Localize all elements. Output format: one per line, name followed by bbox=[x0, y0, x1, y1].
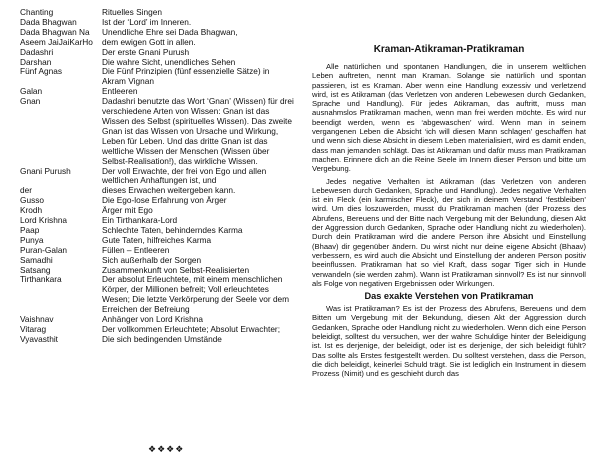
glossary-row bbox=[20, 196, 295, 206]
glossary-definition: Der vollkommen Erleuchtete; Absolut Erwachter; bbox=[102, 324, 280, 334]
glossary-term: Samadhi bbox=[20, 255, 53, 265]
glossary-term: Fünf Agnas bbox=[20, 67, 62, 77]
glossary-term: Dada Bhagwan bbox=[20, 17, 77, 27]
article-paragraph: Alle natürlichen und spontanen Handlungen, die in unserem weltlichen Leben auftreten, nennt man Kraman. Solange sie natürlich und spontan passieren, ist es Kraman. Aber wenn eine Handlung exzessiv und verletzend wird, ist es Atikraman (das Verletzen von anderen Lebewesen durch Gedanken, Sprache und Handlung). Für jedes Atikraman, das auftritt, muss man ausnahmslos Pratikraman machen, wenn man frei werden möchte. Es wird nur beendigt werden, wenn es ‘abgewaschen’ wird. Wenn man in seinem vergangenen Leben die Absicht ‘ich will diesen Mann schlagen’ geschaffen hat und wenn sich diese Absicht in diesem Leben materialisiert, wird es damit enden, dass man jemanden schlägt. Das ist Atikraman und dafür muss man Pratikraman machen. Erinnere dich an die Reine Seele im Innern dieser Person und bitte um Vergebung. bbox=[312, 62, 586, 174]
glossary-definition: Rituelles Singen bbox=[102, 7, 162, 17]
glossary-term: Vyavasthit bbox=[20, 334, 58, 344]
glossary-term: Chanting bbox=[20, 8, 54, 17]
glossary-definition: Ein Tirthankara-Lord bbox=[102, 215, 178, 226]
glossary-term: der bbox=[20, 186, 32, 196]
glossary-term: Darshan bbox=[20, 57, 52, 67]
glossary-definition: Die Ego-lose Erfahrung von Ärger bbox=[102, 195, 227, 206]
glossary-row bbox=[20, 67, 295, 87]
glossary-row bbox=[20, 167, 295, 187]
article-column bbox=[312, 44, 586, 379]
glossary-row bbox=[20, 275, 295, 315]
glossary-definition: Unendliche Ehre sei Dada Bhagwan, bbox=[102, 26, 238, 37]
glossary-term: Puran-Galan bbox=[20, 245, 68, 255]
glossary-row bbox=[20, 97, 295, 166]
glossary-term: Dadashri bbox=[20, 47, 54, 57]
glossary-definition: Gute Taten, hilfreiches Karma bbox=[102, 234, 212, 245]
glossary-term: Gusso bbox=[20, 196, 44, 206]
glossary-term: Gnani Purush bbox=[20, 166, 71, 176]
glossary-term: Vaishnav bbox=[20, 315, 54, 325]
glossary-term: Gnan bbox=[20, 97, 41, 107]
glossary-term: Galan bbox=[20, 87, 43, 97]
glossary-definition: Ärger mit Ego bbox=[102, 205, 153, 216]
article-paragraph: Was ist Pratikraman? Es ist der Prozess des Abrufens, Bereuens und dem Bitten um Vergebung mit der Bekundung, diesen Akt der Aggression durch Gedanken, Sprache oder Handlung nicht zu wiederholen. Wenn dich eine Person beleidigt, solltest du versuchen, wer der wahre Schuldige hinter der Beleidigung ist. Ist es derjenige, der beleidigt, oder ist es derjenige, der sich beleidigt fühlt? Das sollte als Erstes festgestellt werden. Du solltest verstehen, dass die Person, die dich beleidigt, keinerlei Schuld trägt. Sie ist lediglich ein Instrument in diesem Prozess (Nimit) und es geschieht durch das bbox=[312, 304, 586, 379]
glossary-term: Lord Krishna bbox=[20, 216, 68, 226]
glossary-term: Dada Bhagwan Na bbox=[20, 27, 90, 37]
glossary-definition: Zusammenkunft von Selbst-Realisierten bbox=[102, 264, 250, 275]
article-subtitle: Das exakte Verstehen von Pratikraman bbox=[364, 291, 534, 302]
glossary-term: Tirthankara bbox=[20, 275, 62, 285]
article-title: Kraman-Atikraman-Pratikraman bbox=[373, 44, 525, 55]
glossary-definition: Ist der ‘Lord’ im Inneren. bbox=[102, 16, 192, 27]
glossary-definition: Anhänger von Lord Krishna bbox=[102, 314, 204, 325]
glossary-definition: Die Fünf Prinzipien (fünf essenzielle Sätze) in Akram Vignan bbox=[102, 66, 270, 87]
glossary-term: Satsang bbox=[20, 265, 51, 275]
glossary-list bbox=[20, 8, 295, 345]
ornament-divider: ❖❖❖❖ bbox=[148, 444, 185, 454]
article-paragraph: Jedes negative Verhalten ist Atikraman (das Verletzen von anderen Lebewesen durch Gedanken, Sprache und Handlung). Jedes negative Verhalten ist ein Fleck (ein karmischer Fleck), der sich in deinem Verstand ‘festbleiben’ wird. Um dies loszuwerden, musst du Pratikraman machen (der Prozess des Abrufens, Bereuens und der Bitte nach Vergebung mit der Belundung, diesen Akt der Aggression durch Gedanken, Sprache oder Handlung nicht zu wiederholen). Durch dein Pratikraman wird die andere Person ihre Absicht und Einstellung (Bhaav) dir gegenüber ändern. Du wirst nicht nur deine eigene Absicht (Bhaav) verbessern, es wird auch die Absicht und Einstellung der anderen Person positiv beeinflussen. Pratikraman hat so viel Kraft, dass sogar Tiger sich in Hunde verwandeln (sie werden zahm). Wann ist Pratikraman sinnvoll? Es ist nur sinnvoll als Folge von negativen Ergebnissen oder Wirkungen. bbox=[312, 176, 586, 288]
glossary-definition: dieses Erwachen weitergeben kann. bbox=[102, 185, 236, 196]
glossary-definition: Der absolut Erleuchtete, mit einem menschlichen Körper, der Millionen befreit; Voll erleuchtetes Wesen; Die letzte Verkörperung der Seele vor dem Erreichen der Befreiung bbox=[102, 274, 290, 315]
glossary-term: Aseem JaiJaiKarHo bbox=[20, 37, 93, 47]
glossary-definition: Sich außerhalb der Sorgen bbox=[102, 254, 202, 265]
glossary-term: Vitarag bbox=[20, 325, 47, 334]
glossary-row bbox=[20, 335, 295, 345]
glossary-term: Punya bbox=[20, 235, 44, 245]
glossary-definition: Entleeren bbox=[102, 86, 138, 97]
glossary-definition: Die sich bedingenden Umstände bbox=[102, 333, 222, 344]
glossary-definition: Schlechte Taten, behinderndes Karma bbox=[102, 224, 243, 235]
glossary-definition: Füllen – Entleeren bbox=[102, 244, 170, 255]
glossary-definition: Die wahre Sicht, unendliches Sehen bbox=[102, 56, 236, 67]
glossary-term: Krodh bbox=[20, 206, 43, 216]
glossary-definition: Dadashri benutzte das Wort ‘Gnan’ (Wissen) für drei verschiedene Arten von Wissen: Gnan ist das Wissen des Selbst (spirituelles Wissen). Das zweite Gnan ist das Wissen von Ursache und Wirkung, Leben für Leben. Und das dritte Gnan ist das weltliche Wissen der Menschen (Wissen über Selbst-Realisation!), das wirkliche Wissen. bbox=[102, 96, 294, 166]
glossary-definition: Der erste Gnani Purush bbox=[102, 46, 190, 57]
glossary-definition: dem ewigen Gott in allen. bbox=[102, 36, 196, 47]
glossary-definition: Der voll Erwachte, der frei von Ego und allen weltlichen Anhaftungen ist, und bbox=[102, 165, 267, 186]
glossary-term: Paap bbox=[20, 225, 40, 235]
